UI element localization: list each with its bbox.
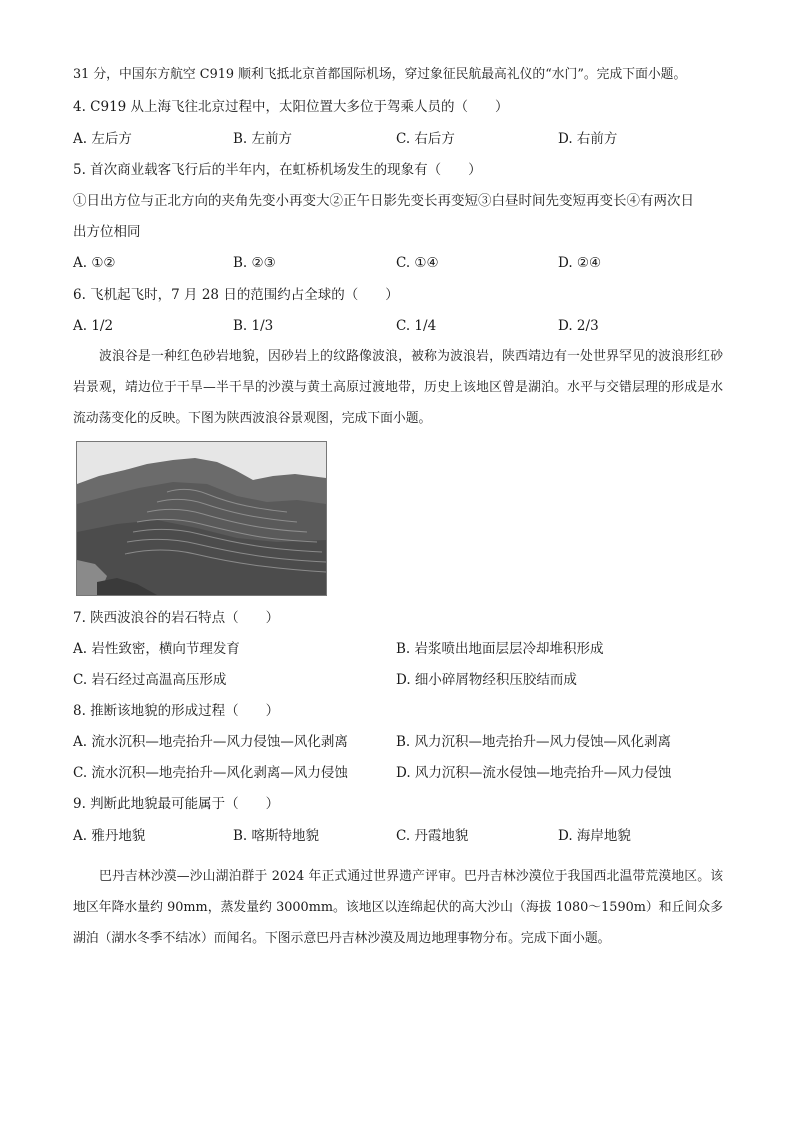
q8-option-c[interactable]: C. 流水沉积—地壳抬升—风化剥离—风力侵蚀 — [73, 765, 348, 781]
q7-option-a[interactable]: A. 岩性致密，横向节理发育 — [73, 641, 240, 657]
q9-option-b[interactable]: B. 喀斯特地貌 — [233, 828, 320, 844]
question-4-stem: 4. C919 从上海飞往北京过程中，太阳位置大多位于驾乘人员的（ ） — [73, 99, 509, 115]
q8-option-b[interactable]: B. 风力沉积—地壳抬升—风力侵蚀—风化剥离 — [396, 734, 672, 750]
q9-option-c[interactable]: C. 丹霞地貌 — [396, 828, 469, 844]
question-5-items-line2: 出方位相同 — [73, 224, 141, 240]
q5-option-b[interactable]: B. ②③ — [233, 255, 276, 271]
q4-option-c[interactable]: C. 右后方 — [396, 131, 455, 147]
q5-option-d[interactable]: D. ②④ — [558, 255, 602, 271]
q6-option-c[interactable]: C. 1/4 — [396, 318, 437, 334]
q5-option-a[interactable]: A. ①② — [73, 255, 116, 271]
q7-option-b[interactable]: B. 岩浆喷出地面层层冷却堆积形成 — [396, 641, 604, 657]
q7-option-d[interactable]: D. 细小碎屑物经积压胶结而成 — [396, 672, 577, 688]
q4-option-d[interactable]: D. 右前方 — [558, 131, 618, 147]
q7-option-c[interactable]: C. 岩石经过高温高压形成 — [73, 672, 227, 688]
passage-wave-valley: 波浪谷是一种红色砂岩地貌，因砂岩上的纹路像波浪，被称为波浪岩，陕西靖边有一处世界罕见的波浪形红砂岩景观，靖边位于干旱—半干旱的沙漠与黄土高原过渡地带，历史上该地区曾是湖泊。水平与交错层理的形成是水流动荡变化的反映。下图为陕西波浪谷景观图，完成下面小题。 — [73, 349, 723, 426]
passage-badain-jaran: 巴丹吉林沙漠—沙山湖泊群于 2024 年正式通过世界遗产评审。巴丹吉林沙漠位于我国西北温带荒漠地区。该地区年降水量约 90mm，蒸发量约 3000mm。该地区以连绵起伏的高大沙山（海拔 1080～1590m）和丘间众多湖泊（湖水冬季不结冰）而闻名。下图示意巴丹吉林沙漠及周边地理事物分布。完成下面小题。 — [73, 869, 723, 946]
q6-option-b[interactable]: B. 1/3 — [233, 318, 274, 334]
q9-option-a[interactable]: A. 雅丹地貌 — [73, 828, 146, 844]
q9-option-d[interactable]: D. 海岸地貌 — [558, 828, 631, 844]
question-5-items-line1: ①日出方位与正北方向的夹角先变小再变大②正午日影先变长再变短③白昼时间先变短再变长④有两次日 — [73, 193, 694, 209]
question-5-stem: 5. 首次商业载客飞行后的半年内，在虹桥机场发生的现象有（ ） — [73, 162, 482, 178]
q8-option-d[interactable]: D. 风力沉积—流水侵蚀—地壳抬升—风力侵蚀 — [396, 765, 672, 781]
q8-option-a[interactable]: A. 流水沉积—地壳抬升—风力侵蚀—风化剥离 — [73, 734, 348, 750]
q6-option-a[interactable]: A. 1/2 — [73, 318, 114, 334]
question-6-stem: 6. 飞机起飞时，7 月 28 日的范围约占全球的（ ） — [73, 287, 399, 303]
q5-option-c[interactable]: C. ①④ — [396, 255, 439, 271]
question-7-stem: 7. 陕西波浪谷的岩石特点（ ） — [73, 610, 280, 626]
wave-valley-photo — [76, 441, 327, 596]
q4-option-b[interactable]: B. 左前方 — [233, 131, 293, 147]
question-8-stem: 8. 推断该地貌的形成过程（ ） — [73, 703, 280, 719]
q4-option-a[interactable]: A. 左后方 — [73, 131, 132, 147]
q6-option-d[interactable]: D. 2/3 — [558, 318, 599, 334]
question-9-stem: 9. 判断此地貌最可能属于（ ） — [73, 796, 280, 812]
intro-line: 31 分，中国东方航空 C919 顺利飞抵北京首都国际机场，穿过象征民航最高礼仪的“水门”。完成下面小题。 — [73, 67, 687, 82]
